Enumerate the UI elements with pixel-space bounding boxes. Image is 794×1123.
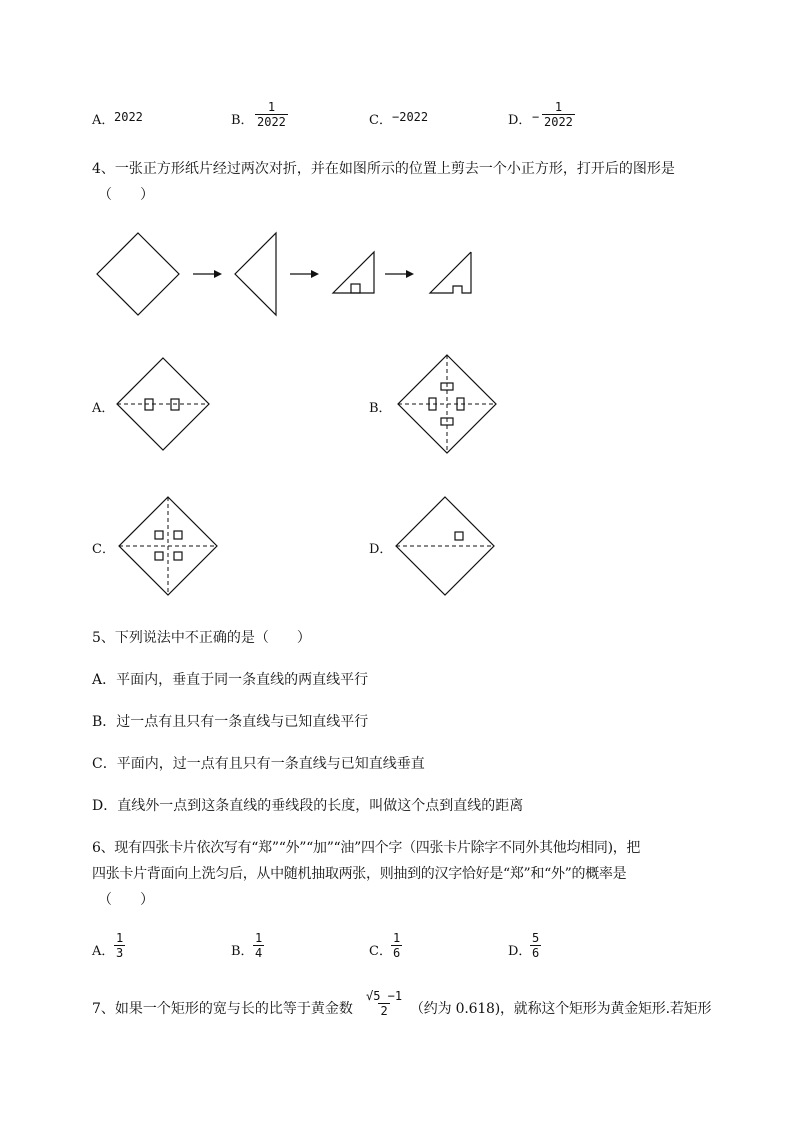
golden-ratio-fraction [364,989,404,1018]
q6-option-d-fraction [530,931,541,960]
q5-option-d: D．直线外一点到这条直线的垂线段的长度，叫做这个点到直线的距离 [92,798,524,814]
q6-stem-line1: 6、现有四张卡片依次写有“郑”“外”“加”“油”四个字（四张卡片除字不同外其他均相同)，把 [92,840,641,856]
fraction-denominator: 6 [532,946,540,960]
q3-option-b-letter: B． [231,113,254,128]
q5-option-a: A．平面内，垂直于同一条直线的两直线平行 [92,672,369,688]
q7-stem-before: 7、如果一个矩形的宽与长的比等于黄金数 [92,1001,353,1017]
fraction-denominator: 2022 [544,115,573,129]
q3-option-d-sign: − [532,110,540,124]
fraction-denominator: 2022 [257,115,286,129]
fraction-numerator: 1 [554,100,563,114]
fraction-numerator: 1 [116,931,124,945]
q5-stem: 5、下列说法中不正确的是（ ） [92,630,311,646]
cut-hole [455,532,463,540]
q3-option-a-value: 2022 [114,110,143,124]
fraction-numerator: 5 [532,931,540,945]
fraction-numerator: 1 [267,100,276,114]
q4-option-a-label: A． [92,401,115,416]
q3-option-c-letter: C． [369,113,392,128]
q5-option-b: B．过一点有且只有一条直线与已知直线平行 [92,714,369,730]
fraction-numerator: 1 [393,931,401,945]
q6-option-a-letter: A． [92,944,115,959]
q3-option-c-value: −2022 [392,110,429,124]
q4-option-c-label: C． [92,542,115,557]
q5-option-c: C．平面内，过一点有且只有一条直线与已知直线垂直 [92,756,425,772]
q6-option-b-fraction [253,931,264,960]
q6-option-c-letter: C． [369,944,392,959]
q3-option-d-letter: D． [508,113,532,128]
q3-option-a-letter: A． [92,113,115,128]
fraction-denominator: 4 [255,946,263,960]
q6-stem-line2: 四张卡片背面向上洗匀后，从中随机抽取两张，则抽到的汉字恰好是“郑”和“外”的概率是 [92,866,627,882]
q4-stem-line2: （ ） [98,187,154,203]
q4-stem-line1: 4、一张正方形纸片经过两次对折，并在如图所示的位置上剪去一个小正方形，打开后的图形是 [92,161,675,177]
q4-option-b-label: B． [369,401,392,416]
q4-option-d-label: D． [369,542,393,557]
q7-stem-after: （约为 0.618)，就称这个矩形为黄金矩形.若矩形 [410,1001,712,1017]
fraction-numerator: √5 −1 [366,989,403,1003]
q6-option-c-fraction [391,931,402,960]
q6-stem-line3: （ ） [98,892,154,908]
q6-option-d-letter: D． [508,944,532,959]
fraction-denominator: 6 [393,946,401,960]
q6-option-a-fraction [114,931,125,960]
fraction-numerator: 1 [255,931,263,945]
fraction-denominator: 2 [380,1004,388,1018]
q6-option-b-letter: B． [231,944,254,959]
fraction-denominator: 3 [116,946,124,960]
